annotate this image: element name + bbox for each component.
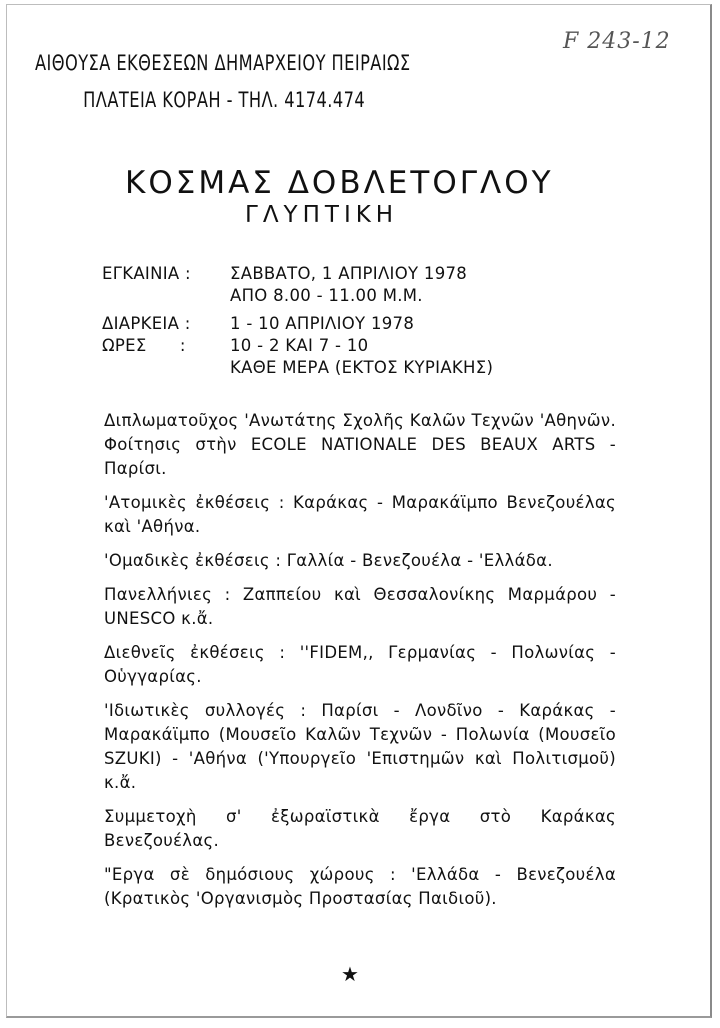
venue-address: ΠΛΑΤΕΙΑ ΚΟΡΑΗ - ΤΗΛ. 4174.474 xyxy=(83,88,366,112)
opening-date: ΣΑΒΒΑΤΟ, 1 ΑΠΡΙΛΙΟΥ 1978 xyxy=(230,264,468,283)
opening-label: ΕΓΚΑΙΝΙΑ : xyxy=(102,264,191,283)
handwritten-archive-note: F 243-12 xyxy=(563,29,671,54)
exhibition-leaflet xyxy=(6,4,712,1018)
hours-label: ΩΡΕΣ : xyxy=(102,336,186,355)
venue-header xyxy=(35,45,411,119)
bio-paragraph: 'Ιδιωτικὲς συλλογές : Παρίσι - Λονδῖνο - Καράκας - Μαρακάϊμπο (Μουσεῖο Καλῶν Τεχνῶν - Πολωνία (Μουσεῖο SZUKI) - 'Αθήνα ('Υπουργεῖο 'Επιστημῶν καὶ Πολιτισμοῦ) κ.ἄ. xyxy=(104,701,616,792)
days-value: ΚΑΘΕ ΜΕΡΑ (ΕΚΤΟΣ ΚΥΡΙΑΚΗΣ) xyxy=(230,358,494,377)
venue-name: ΑΙΘΟΥΣΑ ΕΚΘΕΣΕΩΝ ΔΗΜΑΡΧΕΙΟΥ ΠΕΙΡΑΙΩΣ xyxy=(35,51,411,75)
hours-row xyxy=(102,335,493,357)
bio-paragraph: 'Ατομικὲς ἐκθέσεις : Καράκας - Μαρακάϊμπο Βενεζουέλας καὶ 'Αθήνα. xyxy=(104,493,616,536)
bio-paragraph: Διπλωματοῦχος 'Ανωτάτης Σχολῆς Καλῶν Τεχνῶν 'Αθηνῶν. Φοίτησις στὴν ECOLE NATIONALE DES BEAUX ARTS - Παρίσι. xyxy=(104,411,616,478)
star-ornament-icon: ★ xyxy=(341,962,359,986)
bio-paragraph: Συμμετοχὴ σ' ἐξωραϊστικὰ ἔργα στὸ Καράκας Βενεζουέλας. xyxy=(104,807,616,850)
opening-time-row xyxy=(102,285,493,307)
duration-row xyxy=(102,313,493,335)
bio-paragraph: "Εργα σὲ δημόσιους χώρους : 'Ελλάδα - Βενεζουέλα (Κρατικὸς 'Οργανισμὸς Προστασίας Παιδιοῦ). xyxy=(104,865,616,908)
exhibition-genre: ΓΛΥΠΤΙΚΗ xyxy=(245,202,399,228)
exhibition-details xyxy=(102,263,493,379)
hours-value: 10 - 2 ΚΑΙ 7 - 10 xyxy=(230,336,369,355)
bio-paragraph: Διεθνεῖς ἐκθέσεις : ''FIDEM,, Γερμανίας - Πολωνίας - Οὑγγαρίας. xyxy=(104,643,616,686)
duration-label: ΔΙΑΡΚΕΙΑ : xyxy=(102,314,191,333)
duration-value: 1 - 10 ΑΠΡΙΛΙΟΥ 1978 xyxy=(230,314,415,333)
artist-name: ΚΟΣΜΑΣ ΔΟΒΛΕΤΟΓΛΟΥ xyxy=(125,165,554,201)
opening-time: ΑΠΟ 8.00 - 11.00 Μ.Μ. xyxy=(230,286,423,305)
artist-biography xyxy=(104,409,616,921)
opening-row xyxy=(102,263,493,285)
bio-paragraph: 'Ομαδικὲς ἐκθέσεις : Γαλλία - Βενεζουέλα - 'Ελλάδα. xyxy=(104,551,553,570)
bio-paragraph: Πανελλήνιες : Ζαππείου καὶ Θεσσαλονίκης Μαρμάρου - UNESCO κ.ἄ. xyxy=(104,585,616,628)
days-row xyxy=(102,357,493,379)
